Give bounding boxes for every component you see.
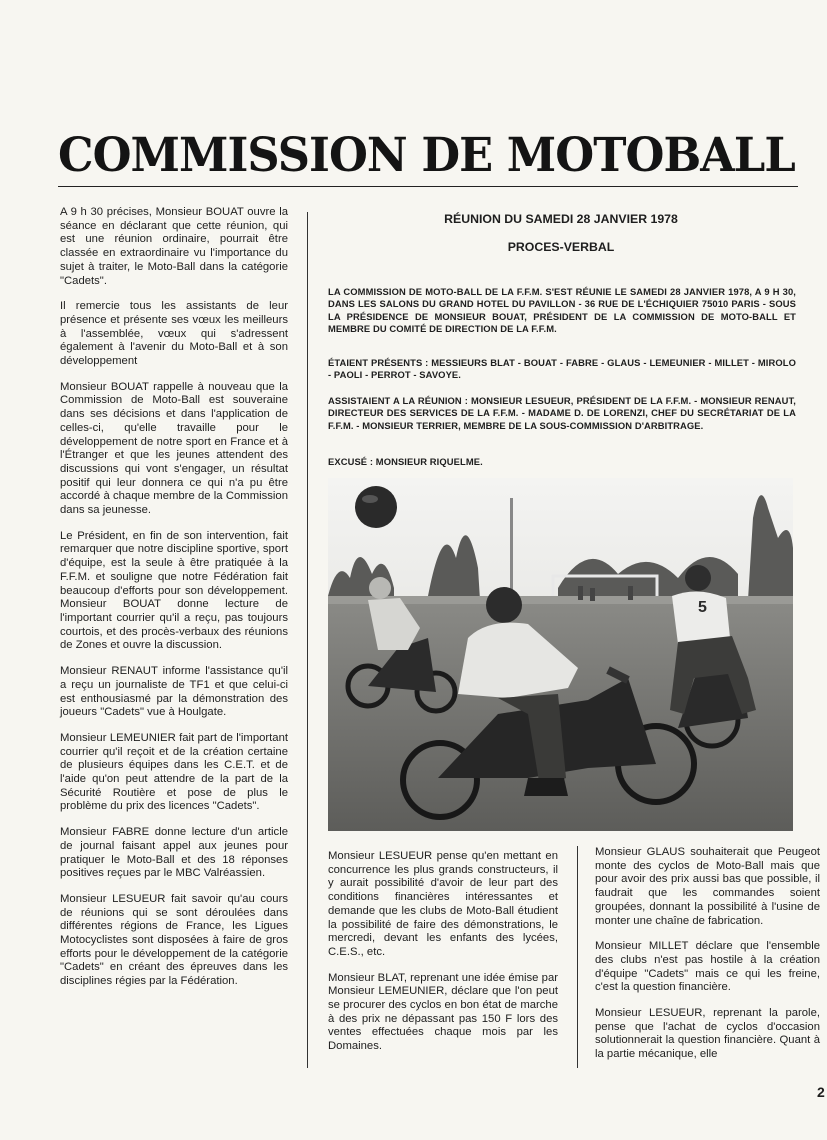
- paragraph: Monsieur LESUEUR, reprenant la parole, pense que l'achat de cyclos d'occasion solutionnerait la question financière. Quant à la partie mécanique, elle: [595, 1007, 820, 1061]
- middle-column: [328, 850, 558, 1066]
- motoball-photo: [328, 478, 793, 831]
- jersey-number: 5: [698, 599, 707, 616]
- paragraph: Monsieur BLAT, reprenant une idée émise par Monsieur LEMEUNIER, déclare que l'on peut se procurer des cyclos en bon état de marche à des prix ne dépassant pas 150 F lors des ventes effectuées chaque mois par les Domaines.: [328, 971, 558, 1053]
- paragraph: Monsieur LESUEUR pense qu'en mettant en concurrence les plus grands constructeurs, il y aurait possibilité d'avoir de leur part des conditions financières intéressantes et demande que les clubs de Moto-Ball étudient la possibilité de faire des démonstrations, le mercredi, devant les enfants des lycées, C.E.S., etc.: [328, 850, 558, 958]
- paragraph: Monsieur LESUEUR fait savoir qu'au cours de réunions qui se sont déroulées dans différentes régions de France, les Ligues Motocyclistes sont disposées à faire de gros efforts pour le développement de la catégorie "Cadets" en créant des épreuves dans les disciplines régies par la Fédération.: [60, 892, 288, 988]
- right-column: [595, 846, 820, 1074]
- paragraph: Le Président, en fin de son intervention, fait remarquer que notre discipline sportive, sport d'équipe, est la seule à être pratiquée à la F.F.M. et souligne que notre Fédération fait beaucoup d'efforts pour son développement. Monsieur BOUAT donne lecture de l'important courrier qu'il a reçu, pas toujours courtois, et des procès-verbaux des réunions de Zones et ouvre la discussion.: [60, 529, 288, 652]
- page-number: 2: [817, 1084, 825, 1100]
- column-divider: [307, 212, 308, 1068]
- page-title: COMMISSION DE MOTOBALL: [58, 128, 795, 183]
- meeting-title: RÉUNION DU SAMEDI 28 JANVIER 1978: [444, 212, 678, 226]
- column-divider: [577, 846, 578, 1068]
- paragraph: Monsieur GLAUS souhaiterait que Peugeot monte des cyclos de Moto-Ball mais que pour avoir des prix aussi bas que possible, il faudrait que les commandes soient groupées, donnant la possibilité à l'usine de monter une chaîne de fabrication.: [595, 846, 820, 927]
- paragraph: Il remercie tous les assistants de leur présence et présente ses vœux les meilleurs à l'assemblée, vœux qui s'adressent également à l'avenir du Moto-Ball et à son développement: [60, 300, 288, 368]
- paragraph: Monsieur MILLET déclare que l'ensemble des clubs n'est pas hostile à la création d'équipe "Cadets" mais ce qui les freine, c'est la question financière.: [595, 940, 820, 994]
- excused-members: EXCUSÉ : MONSIEUR RIQUELME.: [328, 456, 483, 467]
- attending-members: ASSISTAIENT A LA RÉUNION : MONSIEUR LESUEUR, PRÉSIDENT DE LA F.F.M. - MONSIEUR RENAUT, DIRECTEUR DES SERVICES DE LA F.F.M. - MADAME D. DE LORENZI, CHEF DU SECRÉTARIAT DE LA F.F.M. - MONSIEUR TERRIER, MEMBRE DE LA SOUS-COMMISSION D'ARBITRAGE.: [328, 395, 796, 431]
- paragraph: Monsieur LEMEUNIER fait part de l'important courrier qu'il reçoit et de la création certaine de plusieurs équipes dans les C.E.T. et de l'aide qu'on peut attendre de la part de la Sécurité Routière et pose de plus le problème du prix des licences "Cadets".: [60, 731, 288, 813]
- present-members: ÉTAIENT PRÉSENTS : MESSIEURS BLAT - BOUAT - FABRE - GLAUS - LEMEUNIER - MILLET - MIROLO - PAOLI - PERROT - SAVOYE.: [328, 357, 796, 381]
- minutes-title: PROCES-VERBAL: [507, 240, 615, 254]
- title-underline: [58, 186, 798, 187]
- meeting-intro: LA COMMISSION DE MOTO-BALL DE LA F.F.M. S'EST RÉUNIE LE SAMEDI 28 JANVIER 1978, A 9 H 30, DANS LES SALONS DU GRAND HOTEL DU PAVILLON - 36 RUE DE L'ÉCHIQUIER 75010 PARIS - SOUS LA PRÉSIDENCE DE MONSIEUR BOUAT, PRÉSIDENT DE LA COMMISSION DE MOTO-BALL ET MEMBRE DU COMITÉ DE DIRECTION DE LA F.F.M.: [328, 286, 796, 335]
- paragraph: Monsieur BOUAT rappelle à nouveau que la Commission de Moto-Ball est souveraine dans ses décisions et dans l'application de celles-ci, qu'elle travaille pour le développement de notre sport en France et à l'Étranger et que les jeunes attendent des discussions qui vont s'engager, un résultat positif qui leur donnera ce qui n'a pu être accordé à chaque membre de la Commission dans sa jeunesse.: [60, 380, 288, 517]
- left-column: [60, 206, 288, 1001]
- paragraph: A 9 h 30 précises, Monsieur BOUAT ouvre la séance en déclarant que cette réunion, qui est une réunion ordinaire, pourrait être classée en extraordinaire vu l'importance du sujet à traiter, le Moto-Ball dans la catégorie "Cadets".: [60, 206, 288, 287]
- paragraph: Monsieur FABRE donne lecture d'un article de journal faisant appel aux jeunes pour pratiquer le Moto-Ball et des 18 réponses positives reçues par le MBC Valréassien.: [60, 826, 288, 880]
- paragraph: Monsieur RENAUT informe l'assistance qu'il a reçu un journaliste de TF1 et que celui-ci est enthousiasmé par la démonstration des joueurs "Cadets" vue à Houlgate.: [60, 665, 288, 719]
